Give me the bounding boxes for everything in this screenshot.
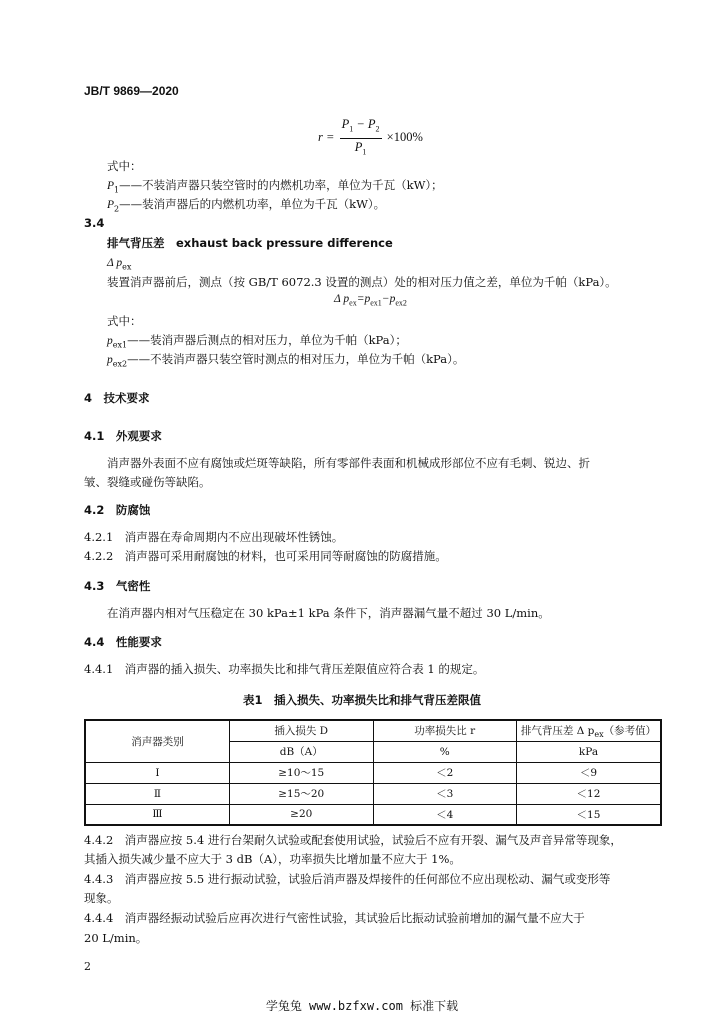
- where-label-2: 式中：: [107, 314, 142, 328]
- limits-table: [84, 719, 662, 826]
- formula-back-pressure: Δ $p_{ex}=p_{ex1}-p_{ex2}$: [334, 293, 407, 308]
- table-caption: 表1 插入损失、功率损失比和排气背压差限值: [243, 693, 481, 707]
- cell-power-loss-ratio: ＜3: [373, 783, 516, 804]
- section-4-2-heading: 4.2 防腐蚀: [84, 503, 151, 517]
- where-label: 式中：: [107, 159, 142, 173]
- formula-power-loss-ratio: r = $\frac{P_1 - P_2}{P_1}$ ×100%: [318, 117, 423, 156]
- section-3-4-symbol: Δ $p_{ex}$: [107, 257, 132, 272]
- section-4-4-3-line2: 现象。: [84, 891, 119, 905]
- unit-power-loss-ratio: %: [373, 741, 516, 762]
- table-header-row: [85, 720, 661, 741]
- section-4-4-2-line2: 其插入损失减少量不应大于 3 dB（A），功率损失比增加量不应大于 1%。: [84, 852, 461, 866]
- section-4-heading: 4 技术要求: [84, 391, 150, 405]
- cell-insertion-loss: ≥20: [229, 804, 373, 825]
- section-3-4-definition: 装置消声器前后，测点（按 GB/T 6072.3 设置的测点）处的相对压力值之差，单位为千帕（kPa）。: [107, 275, 617, 289]
- section-4-1-text-line1: 消声器外表面不应有腐蚀或烂斑等缺陷，所有零部件表面和机械成形部位不应有毛刺、锐边、折: [107, 456, 590, 470]
- section-4-4-4-line1: 4.4.4 消声器经振动试验后应再次进行气密性试验，其试验后比振动试验前增加的漏气量不应大于: [84, 911, 585, 925]
- cell-class: Ⅲ: [85, 804, 229, 825]
- section-4-2-2: 4.2.2 消声器可采用耐腐蚀的材料，也可采用同等耐腐蚀的防腐措施。: [84, 549, 447, 563]
- header-power-loss-ratio: 功率损失比 r: [373, 720, 516, 741]
- pex2-definition: $p_{ex2}——$不装消声器只装空管时测点的相对压力，单位为千帕（kPa）。: [107, 352, 465, 369]
- table-row: [85, 804, 661, 825]
- section-4-4-heading: 4.4 性能要求: [84, 635, 162, 649]
- section-3-4-term: 排气背压差 exhaust back pressure difference: [107, 236, 393, 250]
- p2-definition: $P_2——$装消声器后的内燃机功率，单位为千瓦（kW）。: [107, 197, 386, 214]
- cell-insertion-loss: ≥15～20: [229, 783, 373, 804]
- cell-power-loss-ratio: ＜2: [373, 762, 516, 783]
- header-muffler-class: 消声器类别: [85, 720, 229, 762]
- cell-insertion-loss: ≥10～15: [229, 762, 373, 783]
- watermark-footer: 学兔兔 www.bzfxw.com 标准下载: [265, 999, 459, 1013]
- section-4-4-3-line1: 4.4.3 消声器应按 5.5 进行振动试验，试验后消声器及焊接件的任何部位不应出现松动、漏气或变形等: [84, 872, 611, 886]
- cell-power-loss-ratio: ＜4: [373, 804, 516, 825]
- p1-definition: $P_1——$不装消声器只装空管时的内燃机功率，单位为千瓦（kW）；: [107, 178, 443, 195]
- cell-back-pressure: ＜9: [516, 762, 661, 783]
- section-4-1-text-line2: 皱、裂缝或碰伤等缺陷。: [84, 475, 211, 489]
- section-4-2-1: 4.2.1 消声器在寿命周期内不应出现破坏性锈蚀。: [84, 530, 344, 544]
- document-code-header: JB/T 9869—2020: [84, 84, 179, 98]
- page-number: 2: [84, 960, 91, 973]
- section-4-4-4-line2: 20 L/min。: [84, 931, 148, 945]
- header-back-pressure: 排气背压差 Δ $p_{ex}$（参考值）: [516, 720, 661, 741]
- section-4-3-text: 在消声器内相对气压稳定在 30 kPa±1 kPa 条件下，消声器漏气量不超过 30 L/min。: [107, 606, 550, 620]
- pex1-definition: $p_{ex1}——$装消声器后测点的相对压力，单位为千帕（kPa）；: [107, 333, 407, 350]
- unit-back-pressure: kPa: [516, 741, 661, 762]
- cell-class: Ⅱ: [85, 783, 229, 804]
- cell-class: Ⅰ: [85, 762, 229, 783]
- section-4-4-2-line1: 4.4.2 消声器应按 5.4 进行台架耐久试验或配套使用试验，试验后不应有开裂、漏气及声音异常等现象，: [84, 833, 622, 847]
- section-4-3-heading: 4.3 气密性: [84, 579, 151, 593]
- header-insertion-loss: 插入损失 D: [229, 720, 373, 741]
- table-row: [85, 783, 661, 804]
- section-4-1-heading: 4.1 外观要求: [84, 429, 162, 443]
- section-3-4-number: 3.4: [84, 216, 105, 230]
- cell-back-pressure: ＜15: [516, 804, 661, 825]
- table-row: [85, 762, 661, 783]
- unit-insertion-loss: dB（A）: [229, 741, 373, 762]
- cell-back-pressure: ＜12: [516, 783, 661, 804]
- section-4-4-1: 4.4.1 消声器的插入损失、功率损失比和排气背压差限值应符合表 1 的规定。: [84, 662, 485, 676]
